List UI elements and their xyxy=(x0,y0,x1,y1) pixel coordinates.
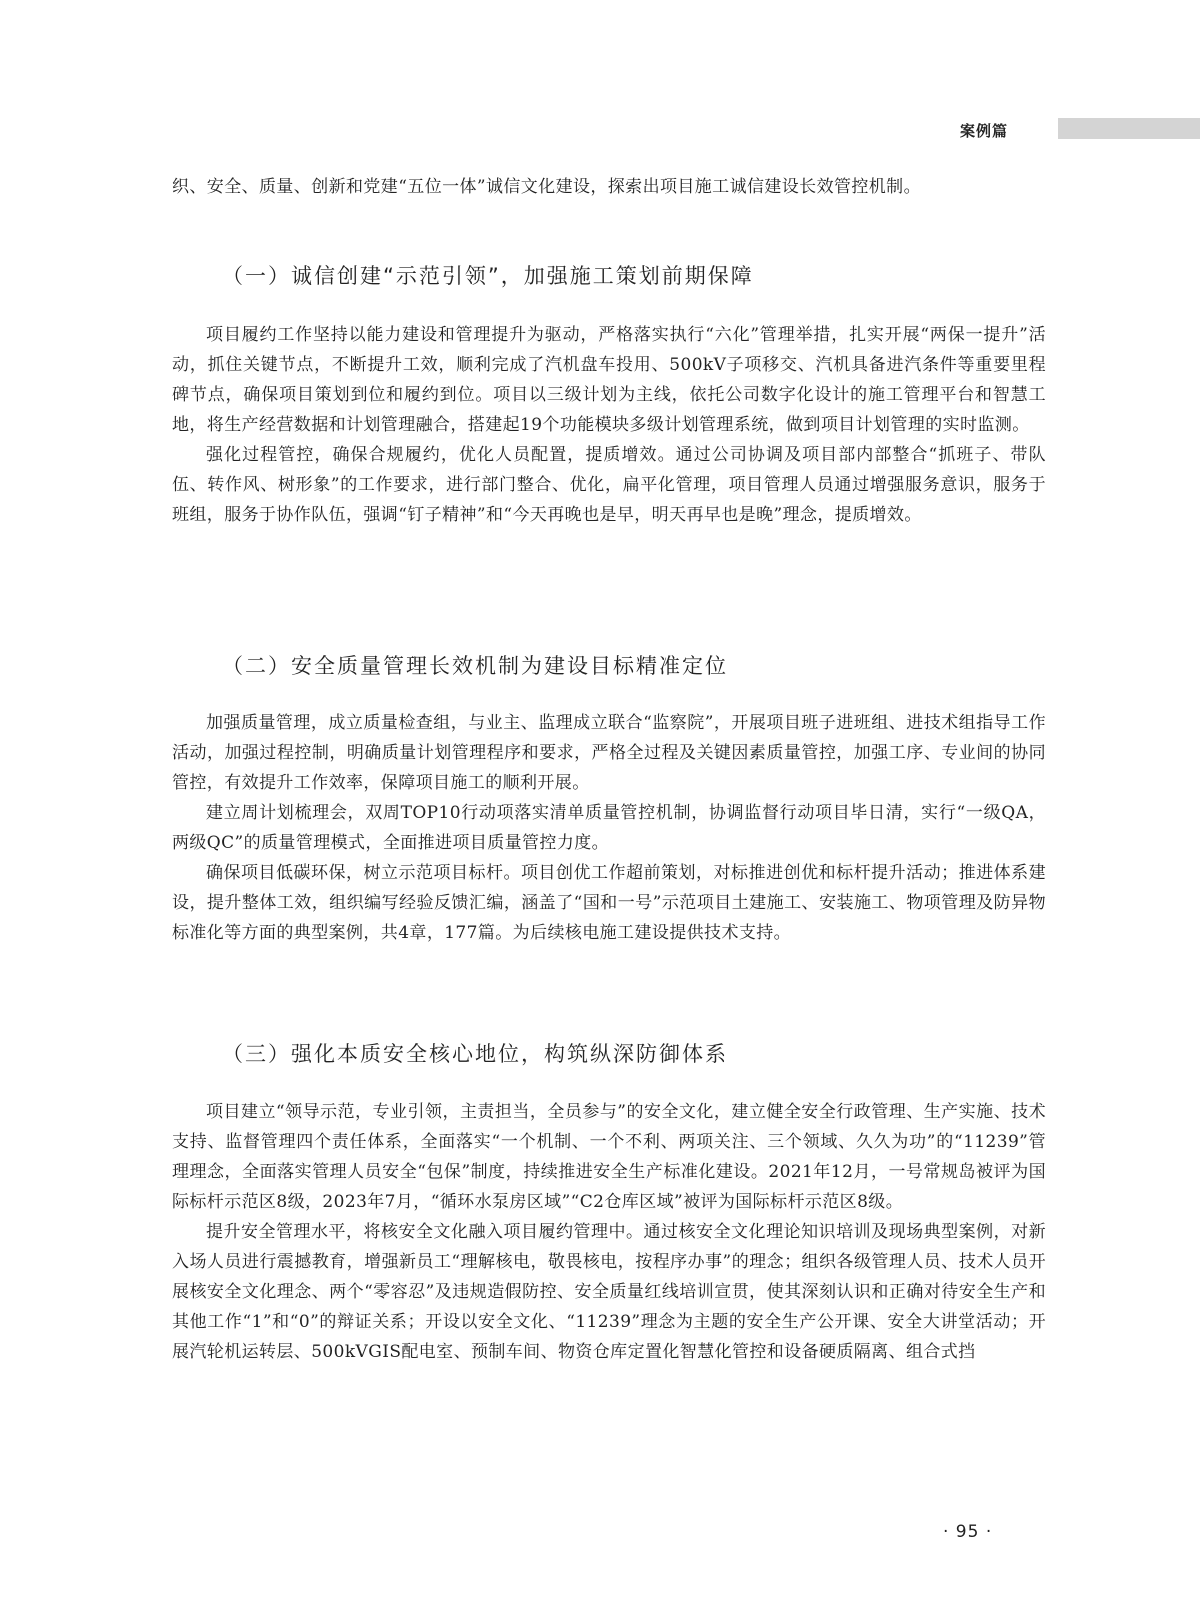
paragraph: 项目建立“领导示范，专业引领，主责担当，全员参与”的安全文化，建立健全安全行政管理、生产实施、技术支持、监督管理四个责任体系，全面落实“一个机制、一个不利、两项关注、三个领域、久久为功”的“11239”管理理念，全面落实管理人员安全“包保”制度，持续推进安全生产标准化建设。2021年12月，一号常规岛被评为国际标杆示范区8级，2023年7月，“循环水泵房区域”“C2仓库区域”被评为国际标杆示范区8级。 xyxy=(172,1102,1046,1212)
section-3-heading-block xyxy=(172,1038,1046,1068)
paragraph: 建立周计划梳理会，双周TOP10行动项落实清单质量管控机制，协调监督行动项目毕日清，实行“一级QA，两级QC”的质量管理模式，全面推进项目质量管控力度。 xyxy=(172,803,1046,853)
paragraph: 织、安全、质量、创新和党建“五位一体”诚信文化建设，探索出项目施工诚信建设长效管控机制。 xyxy=(172,177,921,197)
section-heading: （一）诚信创建“示范引领”，加强施工策划前期保障 xyxy=(222,264,754,288)
section-2-body xyxy=(172,708,1046,948)
section-2-heading-block xyxy=(172,650,1046,680)
header-bar xyxy=(1058,118,1200,139)
section-1-body xyxy=(172,320,1046,530)
paragraph: 强化过程管控，确保合规履约，优化人员配置，提质增效。通过公司协调及项目部内部整合“抓班子、带队伍、转作风、树形象”的工作要求，进行部门整合、优化，扁平化管理，项目管理人员通过增强服务意识，服务于班组，服务于协作队伍，强调“钉子精神”和“今天再晚也是早，明天再早也是晚”理念，提质增效。 xyxy=(172,445,1046,525)
section-label: 案例篇 xyxy=(960,122,1009,140)
intro-block xyxy=(172,172,1046,202)
paragraph: 项目履约工作坚持以能力建设和管理提升为驱动，严格落实执行“六化”管理举措，扎实开展“两保一提升”活动，抓住关键节点，不断提升工效，顺利完成了汽机盘车投用、500kV子项移交、汽机具备进汽条件等重要里程碑节点，确保项目策划到位和履约到位。项目以三级计划为主线，依托公司数字化设计的施工管理平台和智慧工地，将生产经营数据和计划管理融合，搭建起19个功能模块多级计划管理系统，做到项目计划管理的实时监测。 xyxy=(172,325,1046,435)
section-heading: （三）强化本质安全核心地位，构筑纵深防御体系 xyxy=(222,1042,728,1066)
section-3-body xyxy=(172,1097,1046,1367)
section-heading: （二）安全质量管理长效机制为建设目标精准定位 xyxy=(222,654,728,678)
paragraph: 提升安全管理水平，将核安全文化融入项目履约管理中。通过核安全文化理论知识培训及现场典型案例，对新入场人员进行震撼教育，增强新员工“理解核电，敬畏核电，按程序办事”的理念；组织各级管理人员、技术人员开展核安全文化理念、两个“零容忍”及违规造假防控、安全质量红线培训宣贯，使其深刻认识和正确对待安全生产和其他工作“1”和“0”的辩证关系；开设以安全文化、“11239”理念为主题的安全生产公开课、安全大讲堂活动；开展汽轮机运转层、500kVGIS配电室、预制车间、物资仓库定置化智慧化管控和设备硬质隔离、组合式挡 xyxy=(172,1222,1046,1362)
paragraph: 加强质量管理，成立质量检查组，与业主、监理成立联合“监察院”，开展项目班子进班组、进技术组指导工作活动，加强过程控制，明确质量计划管理程序和要求，严格全过程及关键因素质量管控，加强工序、专业间的协同管控，有效提升工作效率，保障项目施工的顺利开展。 xyxy=(172,713,1046,793)
page-number: · 95 · xyxy=(943,1522,993,1542)
section-1-heading-block xyxy=(172,260,1046,290)
paragraph: 确保项目低碳环保，树立示范项目标杆。项目创优工作超前策划，对标推进创优和标杆提升活动；推进体系建设，提升整体工效，组织编写经验反馈汇编，涵盖了“国和一号”示范项目土建施工、安装施工、物项管理及防异物标准化等方面的典型案例，共4章，177篇。为后续核电施工建设提供技术支持。 xyxy=(172,863,1046,943)
